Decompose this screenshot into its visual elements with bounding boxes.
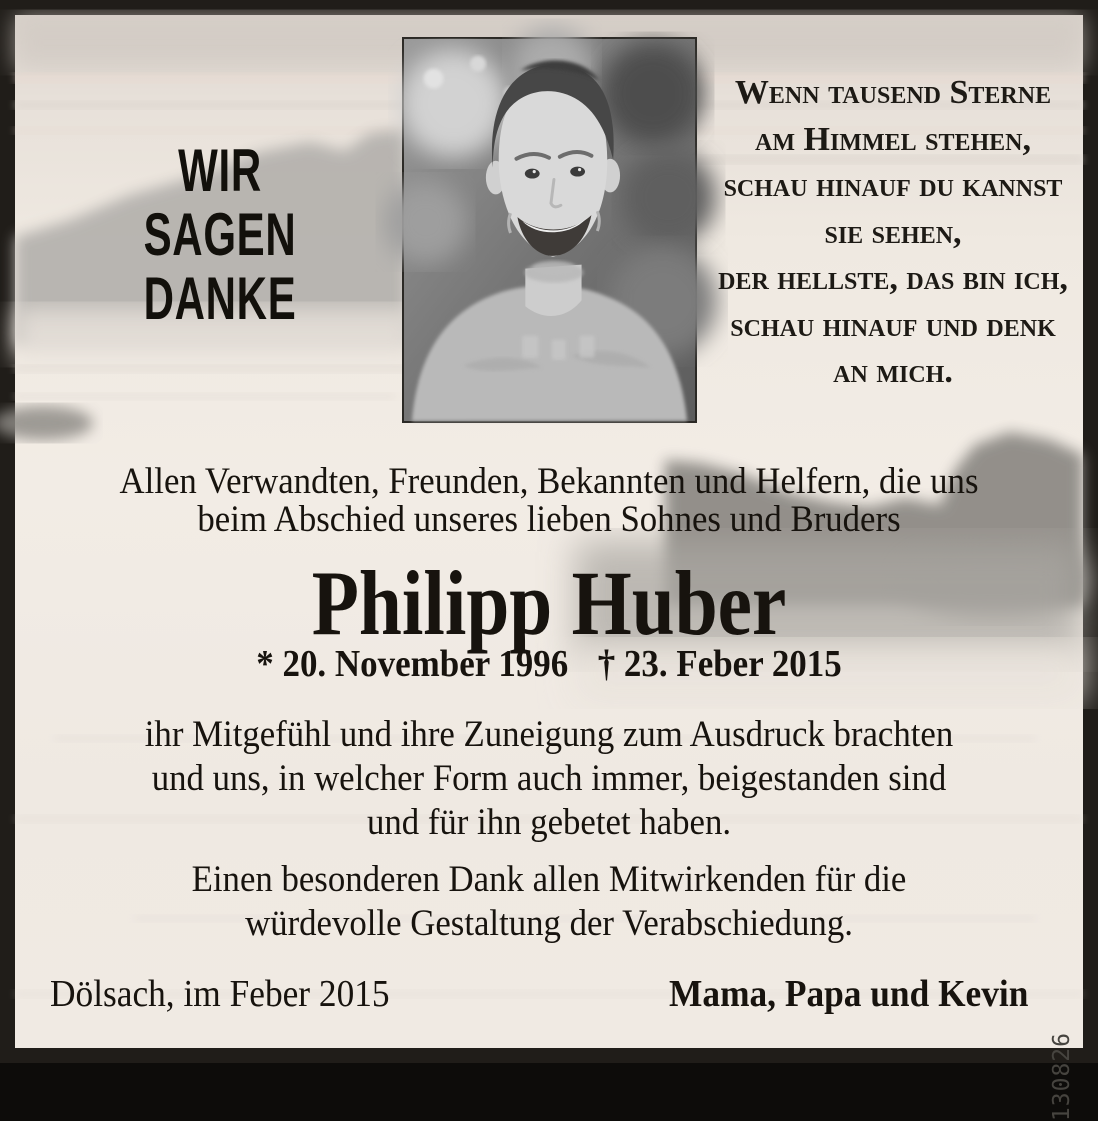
print-code: 130826 bbox=[1049, 1032, 1075, 1121]
special-thanks-text bbox=[47, 858, 1051, 946]
death-date: † 23. Feber 2015 bbox=[597, 643, 842, 685]
intro-text bbox=[47, 463, 1051, 538]
intro-line: beim Abschied unseres lieben Sohnes und Bruders bbox=[197, 498, 901, 540]
body-line: ihr Mitgefühl und ihre Zuneigung zum Ausdruck brachten bbox=[144, 714, 954, 755]
poem-line: sie sehen, bbox=[824, 213, 962, 251]
poem-line: der hellste, das bin ich, bbox=[718, 260, 1068, 297]
thanks-heading-line: WIR bbox=[178, 137, 262, 204]
thanks-heading-line: SAGEN bbox=[143, 201, 297, 268]
poem bbox=[703, 70, 1083, 396]
footer bbox=[15, 974, 1083, 1014]
poem-line: Wenn tausend Sterne bbox=[734, 74, 1052, 111]
body-text bbox=[47, 713, 1051, 845]
portrait-photo bbox=[402, 37, 697, 423]
poem-line: schau hinauf du kannst bbox=[723, 167, 1063, 204]
special-thanks-line: Einen besonderen Dank allen Mitwirkenden für die bbox=[191, 859, 907, 900]
life-dates bbox=[58, 644, 1041, 684]
deceased-name: Philipp Huber bbox=[311, 552, 787, 654]
thanks-heading-line: DANKE bbox=[143, 265, 297, 332]
poem-line: schau hinauf und denk bbox=[730, 306, 1056, 344]
poem-line: am Himmel stehen, bbox=[755, 120, 1031, 158]
poem-line: an mich. bbox=[833, 353, 953, 390]
body-line: und für ihn gebetet haben. bbox=[366, 802, 732, 843]
family-signature: Mama, Papa und Kevin bbox=[668, 973, 1028, 1015]
place-and-date: Dölsach, im Feber 2015 bbox=[50, 973, 390, 1015]
intro-line: Allen Verwandten, Freunden, Bekannten und Helfern, die uns bbox=[119, 461, 979, 502]
special-thanks-line: würdevolle Gestaltung der Verabschiedung. bbox=[245, 903, 853, 944]
birth-date: * 20. November 1996 bbox=[256, 643, 569, 685]
thanks-heading bbox=[136, 139, 304, 331]
body-line: und uns, in welcher Form auch immer, beigestanden sind bbox=[151, 758, 947, 799]
